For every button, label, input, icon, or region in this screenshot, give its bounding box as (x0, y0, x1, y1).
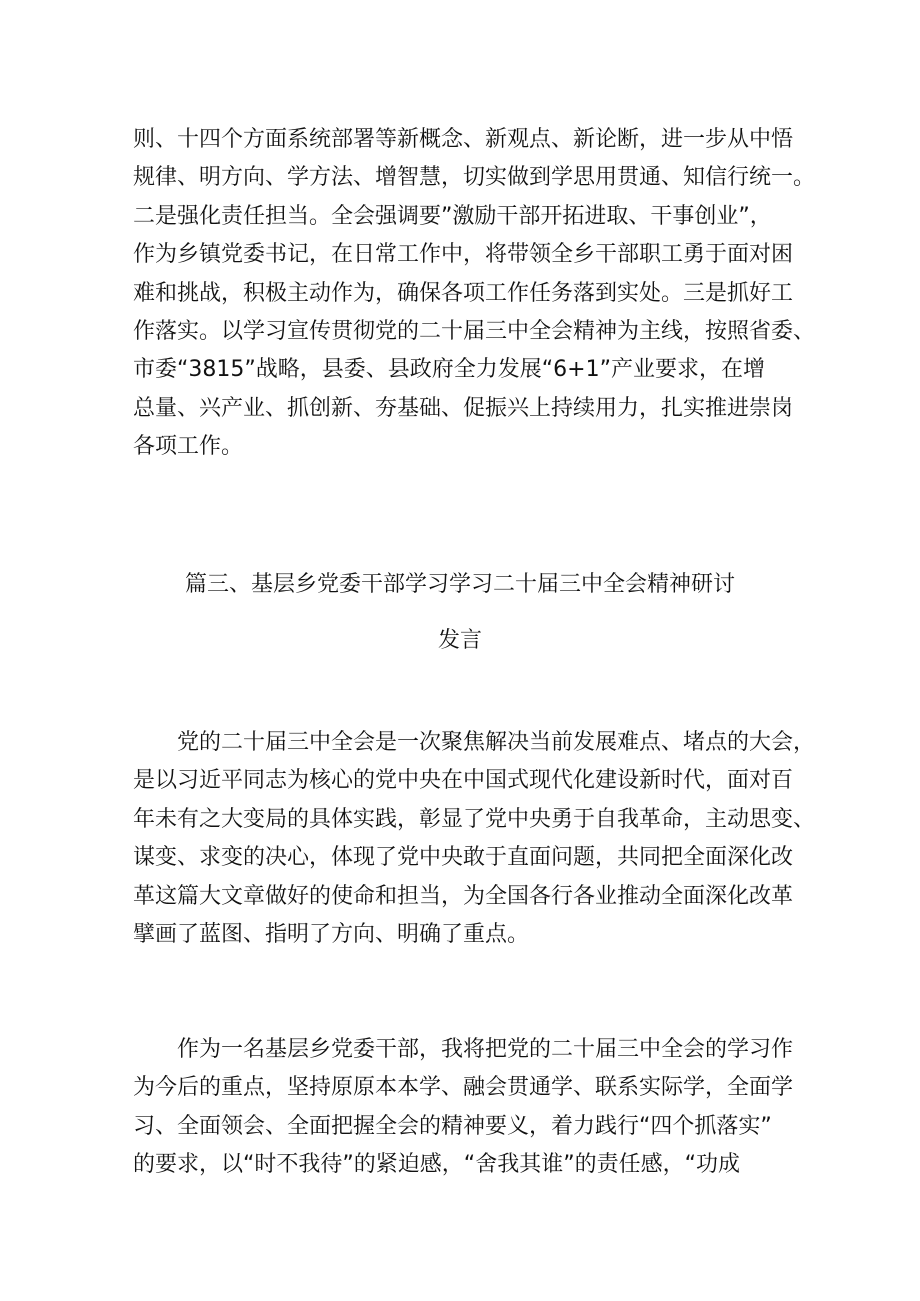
text-line: 革这篇大文章做好的使命和担当，为全国各行各业推动全面深化改革 (133, 883, 794, 909)
text-line: 则、十四个方面系统部署等新概念、新观点、新论断，进一步从中悟 (133, 127, 794, 152)
heading-line: 篇三、基层乡党委干部学习学习二十届三中全会精神研讨 (184, 572, 735, 597)
text-line: 党的二十届三中全会是一次聚焦解决当前发展难点、堵点的大会， (177, 730, 816, 755)
text-line: 二是强化责任担当。全会强调要”激励干部开拓进取、干事创业”， (133, 203, 772, 229)
text-line: 总量、兴产业、抓创新、夯基础、促振兴上持续用力，扎实推进崇岗 (133, 395, 794, 421)
section-heading (0, 557, 920, 669)
text-line: 难和挑战，积极主动作为，确保各项工作任务落到实处。三是抓好工 (133, 280, 794, 306)
text-line: 是以习近平同志为核心的党中央在中国式现代化建设新时代，面对百 (133, 768, 794, 794)
text-line: 为今后的重点，坚持原原本本学、融会贯通学、联系实际学，全面学 (133, 1075, 794, 1101)
text-line: 规律、明方向、学方法、增智慧，切实做到学思用贯通、知信行统一。 (133, 165, 816, 191)
paragraph (133, 724, 816, 954)
text-line: 各项工作。 (133, 434, 244, 460)
text-line: 谋变、求变的决心，体现了党中央敢于直面问题，共同把全面深化改 (133, 845, 794, 871)
text-line: 习、全面领会、全面把握全会的精神要义，着力践行“四个抓落实” (133, 1113, 772, 1139)
paragraph (133, 1031, 803, 1185)
paragraph-continued (133, 121, 816, 467)
text-line: 的要求，以“时不我待”的紧迫感，“舍我其谁”的责任感，“功成 (133, 1152, 740, 1178)
text-line: 市委“3815”战略，县委、县政府全力发展“6+1”产业要求，在增 (133, 357, 766, 383)
text-line: 作为乡镇党委书记，在日常工作中，将带领全乡干部职工勇于面对困 (133, 242, 794, 268)
text-line: 作为一名基层乡党委干部，我将把党的二十届三中全会的学习作 (177, 1037, 794, 1062)
heading-line: 发言 (437, 628, 482, 653)
text-line: 年未有之大变局的具体实践，彰显了党中央勇于自我革命，主动思变、 (133, 806, 816, 832)
text-line: 作落实。以学习宣传贯彻党的二十届三中全会精神为主线，按照省委、 (133, 318, 816, 344)
text-line: 擘画了蓝图、指明了方向、明确了重点。 (133, 921, 530, 947)
